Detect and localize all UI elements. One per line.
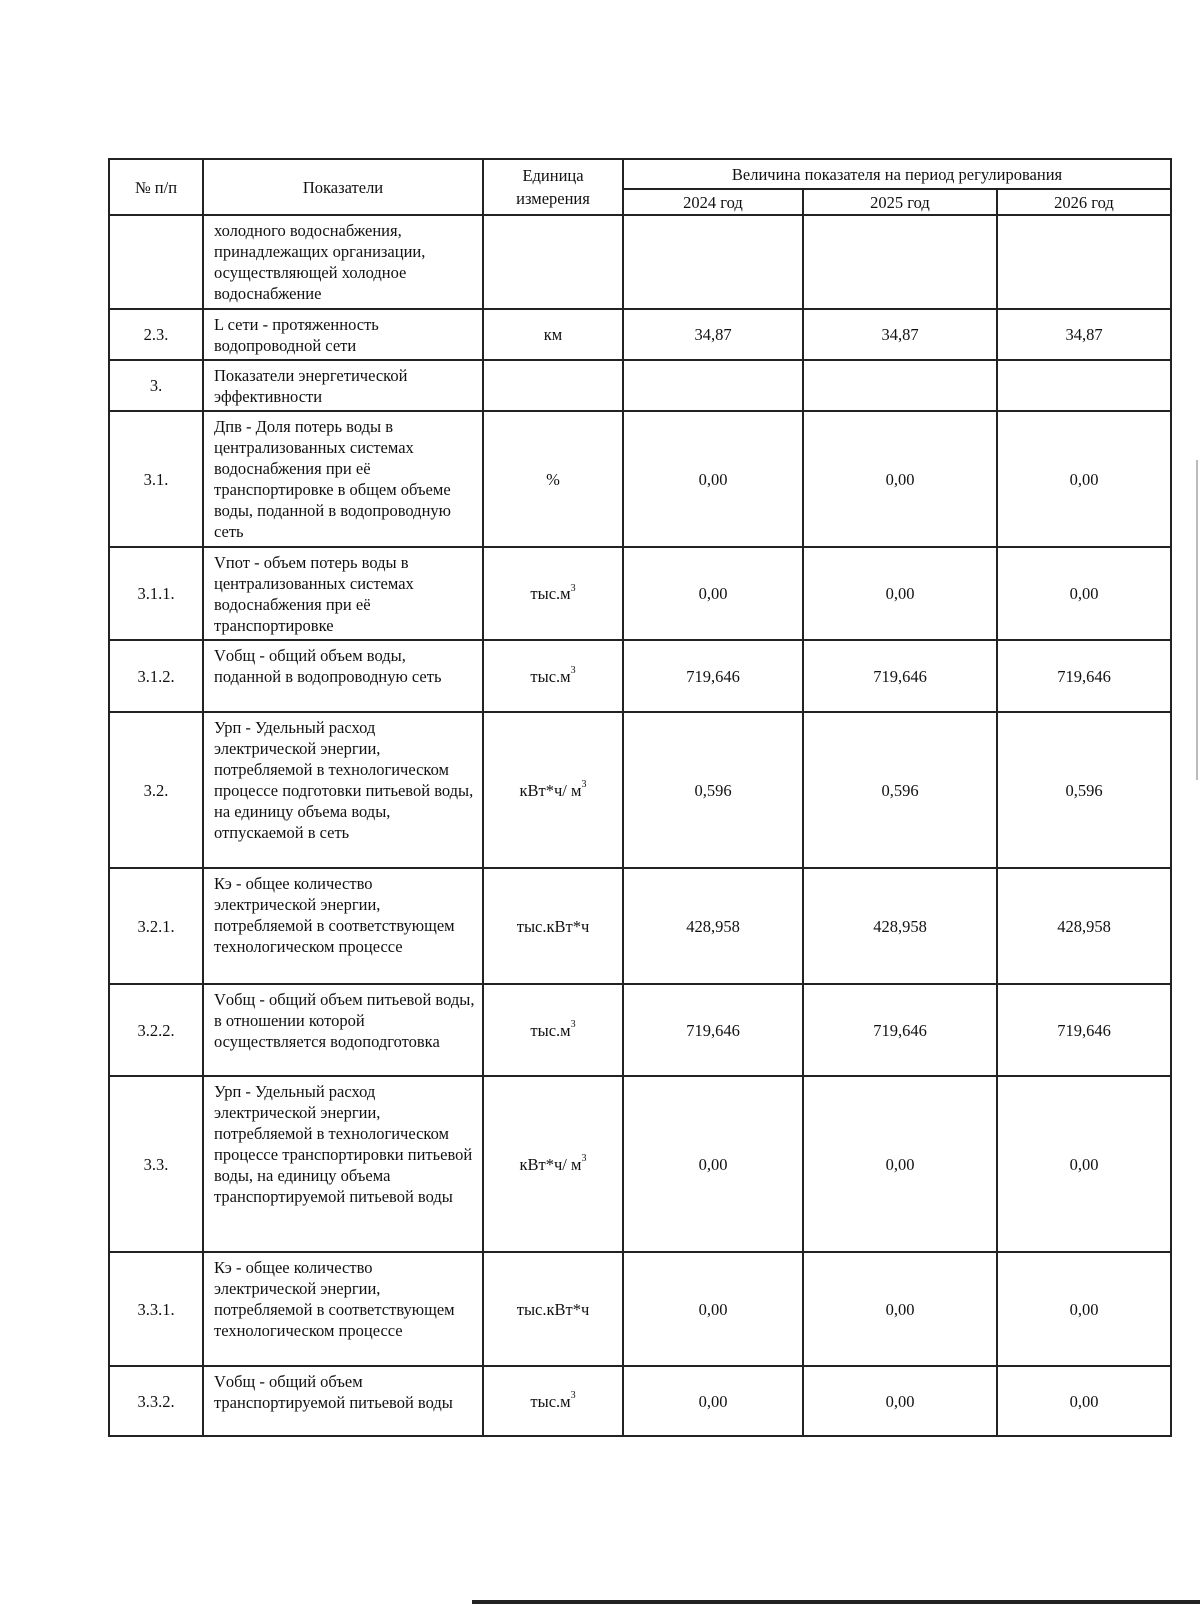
table-row: [109, 868, 1171, 984]
row-unit: [483, 547, 623, 640]
row-unit-text: тыс.м: [530, 666, 571, 686]
row-unit-text: тыс.кВт*ч: [516, 1299, 590, 1319]
scan-edge-line: [472, 1600, 1200, 1604]
row-number: 3.: [109, 360, 203, 411]
row-unit: [483, 411, 623, 547]
row-value-2025: 0,00: [803, 411, 997, 547]
row-unit: [483, 984, 623, 1076]
header-unit-line2: измерения: [516, 189, 590, 208]
row-value-2025: [803, 360, 997, 411]
row-value-2024: [623, 215, 803, 309]
row-unit-text: тыс.м: [530, 584, 571, 603]
row-indicator: Кэ - общее количество электрической энергии, потребляемой в соответствующем технологическом процессе: [203, 868, 483, 984]
row-value-2024: 719,646: [623, 640, 803, 712]
row-number: 3.2.2.: [109, 984, 203, 1076]
table-row: [109, 411, 1171, 547]
row-value-2024: 0,596: [623, 712, 803, 868]
row-indicator: Vобщ - общий объем питьевой воды, в отношении которой осуществляется водоподготовка: [203, 984, 483, 1076]
table-row: [109, 1252, 1171, 1366]
row-unit: [483, 309, 623, 360]
row-value-2025: 719,646: [803, 984, 997, 1076]
row-indicator: Vобщ - общий объем воды, поданной в водопроводную сеть: [203, 640, 483, 712]
table-row: [109, 1366, 1171, 1436]
row-indicator: Показатели энергетической эффективности: [203, 360, 483, 411]
header-year-2024: 2024 год: [623, 189, 803, 215]
row-value-2026: 0,596: [997, 712, 1171, 868]
row-value-2026: [997, 215, 1171, 309]
row-number: 3.1.1.: [109, 547, 203, 640]
row-value-2026: 0,00: [997, 1076, 1171, 1252]
row-indicator: Кэ - общее количество электрической энергии, потребляемой в соответствующем технологическом процессе: [203, 1252, 483, 1366]
row-value-2025: 0,00: [803, 1252, 997, 1366]
row-value-2026: 719,646: [997, 984, 1171, 1076]
row-indicator: Vпот - объем потерь воды в централизованных системах водоснабжения при её транспортировке: [203, 547, 483, 640]
row-unit: [483, 1366, 623, 1436]
row-unit: [483, 1252, 623, 1366]
header-indicator: Показатели: [203, 159, 483, 215]
row-unit-superscript: 3: [570, 665, 576, 676]
row-indicator: Урп - Удельный расход электрической энергии, потребляемой в технологическом процессе транспортировки питьевой воды, на единицу объема транспортируемой питьевой воды: [203, 1076, 483, 1252]
row-value-2026: 0,00: [997, 547, 1171, 640]
row-number: [109, 215, 203, 309]
row-number: 3.3.1.: [109, 1252, 203, 1366]
row-unit-text: кВт*ч/ м: [519, 780, 582, 800]
indicators-table: [108, 158, 1172, 1437]
row-number: 3.2.1.: [109, 868, 203, 984]
table-row: [109, 360, 1171, 411]
row-value-2024: 0,00: [623, 1076, 803, 1252]
row-unit-superscript: 3: [570, 1019, 576, 1030]
row-unit: [483, 1076, 623, 1252]
row-value-2026: 0,00: [997, 1366, 1171, 1436]
row-unit-superscript: 3: [570, 1390, 576, 1401]
row-number: 3.3.2.: [109, 1366, 203, 1436]
table-row: [109, 1076, 1171, 1252]
row-unit-text: %: [546, 469, 560, 489]
header-unit-line1: Единица: [522, 166, 584, 185]
table-row: [109, 640, 1171, 712]
row-unit-text: тыс.м: [530, 1020, 571, 1040]
scan-edge-shadow: [1196, 460, 1198, 780]
row-value-2025: 0,00: [803, 547, 997, 640]
row-unit-text: кВт*ч/ м: [519, 1154, 582, 1174]
row-number: 3.3.: [109, 1076, 203, 1252]
row-number: 3.1.: [109, 411, 203, 547]
row-value-2025: 0,00: [803, 1366, 997, 1436]
row-value-2024: 0,00: [623, 411, 803, 547]
row-indicator: Дпв - Доля потерь воды в централизованных системах водоснабжения при её транспортировке в общем объеме воды, поданной в водопроводную сеть: [203, 411, 483, 547]
row-value-2024: 34,87: [623, 309, 803, 360]
row-unit: [483, 215, 623, 309]
table-row: [109, 712, 1171, 868]
row-unit-text: тыс.кВт*ч: [516, 916, 590, 936]
row-unit: [483, 360, 623, 411]
row-unit-text: км: [543, 325, 563, 344]
row-value-2024: 0,00: [623, 1366, 803, 1436]
row-unit-text: тыс.м: [530, 1391, 571, 1411]
row-value-2025: 0,596: [803, 712, 997, 868]
row-value-2026: 719,646: [997, 640, 1171, 712]
row-value-2025: 0,00: [803, 1076, 997, 1252]
header-number: № п/п: [109, 159, 203, 215]
row-unit-superscript: 3: [581, 1153, 587, 1164]
row-value-2026: 34,87: [997, 309, 1171, 360]
row-unit-superscript: 3: [581, 779, 587, 790]
row-value-2024: [623, 360, 803, 411]
row-unit: [483, 868, 623, 984]
table-row: [109, 547, 1171, 640]
row-indicator: холодного водоснабжения, принадлежащих организации, осуществляющей холодное водоснабжение: [203, 215, 483, 309]
table-row: [109, 309, 1171, 360]
row-indicator: L сети - протяженность водопроводной сети: [203, 309, 483, 360]
header-year-2026: 2026 год: [997, 189, 1171, 215]
table-row: [109, 984, 1171, 1076]
row-indicator: Vобщ - общий объем транспортируемой питьевой воды: [203, 1366, 483, 1436]
header-period: Величина показателя на период регулирования: [623, 159, 1171, 189]
row-unit: [483, 712, 623, 868]
table-row: [109, 215, 1171, 309]
row-value-2024: 719,646: [623, 984, 803, 1076]
row-number: 2.3.: [109, 309, 203, 360]
row-value-2025: [803, 215, 997, 309]
row-value-2024: 0,00: [623, 547, 803, 640]
row-unit-superscript: 3: [570, 582, 576, 594]
header-unit: [483, 159, 623, 215]
row-indicator: Урп - Удельный расход электрической энергии, потребляемой в технологическом процессе подготовки питьевой воды, на единицу объема воды, отпускаемой в сеть: [203, 712, 483, 868]
row-value-2026: 0,00: [997, 1252, 1171, 1366]
row-value-2024: 0,00: [623, 1252, 803, 1366]
row-value-2025: 34,87: [803, 309, 997, 360]
header-year-2025: 2025 год: [803, 189, 997, 215]
row-value-2024: 428,958: [623, 868, 803, 984]
row-value-2026: 428,958: [997, 868, 1171, 984]
row-value-2025: 719,646: [803, 640, 997, 712]
row-value-2026: [997, 360, 1171, 411]
row-number: 3.1.2.: [109, 640, 203, 712]
table-body: [109, 215, 1171, 1436]
row-number: 3.2.: [109, 712, 203, 868]
row-unit: [483, 640, 623, 712]
row-value-2026: 0,00: [997, 411, 1171, 547]
row-value-2025: 428,958: [803, 868, 997, 984]
